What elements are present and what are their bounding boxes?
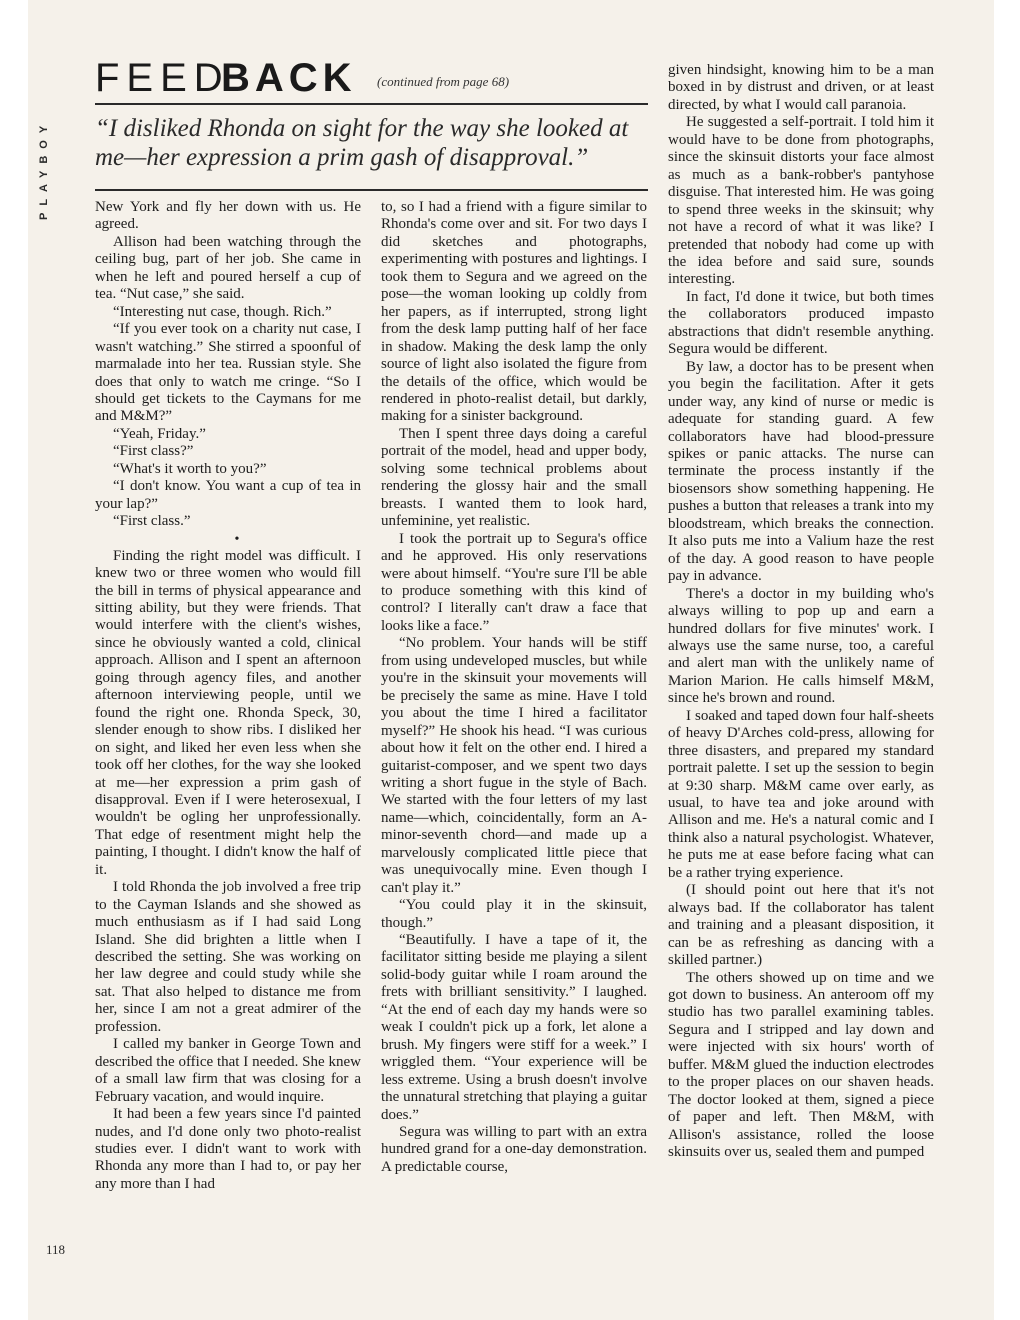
- paragraph: Segura was willing to part with an extra hundred grand for a one-day demonstration. A predictable course,: [381, 1124, 647, 1175]
- section-title-back: BACK: [221, 56, 357, 100]
- paragraph: I took the portrait up to Segura's office and he approved. His only reservations were about himself. “You're sure I'll be able to produce something with this kind of control? I literally can't draw a face that looks like a face.”: [381, 530, 647, 634]
- paragraph: In fact, I'd done it twice, but both times the collaborators produced impasto abstractions that didn't resemble anything. Segura would be different.: [668, 288, 934, 358]
- paragraph: Allison had been watching through the ceiling bug, part of her job. She came in when he left and poured herself a cup of tea. “Nut case,” she said.: [95, 233, 361, 303]
- paragraph: “First class.”: [113, 513, 191, 530]
- paragraph: By law, a doctor has to be present when you begin the facilitation. After it gets under way, any kind of nurse or medic is adequate for standing guard. A few collaborators have had blood-pressure spikes or panic attacks. The nurse can terminate the process instantly if the biosensors show something happening. He pushes a button that releases a trank into my bloodstream, which breaks the connection. It also puts me into a Valium haze the rest of the day. A good reason to have people pay in advance.: [668, 358, 934, 585]
- text-column-3: [668, 62, 934, 1162]
- paragraph: New York and fly her down with us. He agreed.: [95, 199, 361, 233]
- paragraph: “Interesting nut case, though. Rich.”: [113, 303, 332, 320]
- header-rule: [95, 103, 648, 105]
- section-title-feed: FEED: [95, 56, 230, 100]
- paragraph: “If you ever took on a charity nut case, I wasn't watching.” She stirred a spoonful of marmalade into her tea. Russian style. She does that only to watch me cringe. “So I should get tickets to the Caymans for me and M&M?”: [95, 321, 361, 425]
- paragraph: Then I spent three days doing a careful portrait of the model, head and upper body, solving some technical problems about rendering the glossy hair and the small breasts. I wanted them to look hard, unfeminine, yet realistic.: [381, 425, 647, 530]
- paragraph: “Yeah, Friday.”: [113, 425, 206, 442]
- paragraph: given hindsight, knowing him to be a man boxed in by distrust and driven, or at least directed, by what I would call paranoia.: [668, 62, 934, 113]
- magazine-name: PLAYBOY: [38, 118, 50, 220]
- paragraph: I called my banker in George Town and described the office that I needed. She knew of a small law firm that was closing for a February vacation, and would inquire.: [95, 1036, 361, 1105]
- section-header: [95, 56, 648, 106]
- pull-quote: “I disliked Rhonda on sight for the way she looked at me—her expression a prim gash of disapproval.”: [95, 115, 629, 171]
- paragraph: The others showed up on time and we got down to business. An anteroom off my studio has two parallel examining tables. Segura and I stripped and lay down and were injected with six hours' worth of buffer. M&M glued the induction electrodes to the proper places on our shaven heads. The doctor looked at them, signed a piece of paper and left. Then M&M, with Allison's assistance, rolled the loose skinsuits over us, sealed them and pumped: [668, 969, 934, 1161]
- pull-quote-rule: [95, 189, 648, 191]
- section-break-bullet: •: [234, 531, 240, 547]
- paragraph: “No problem. Your hands will be stiff from using undeveloped muscles, but while you're in the skinsuit your movements will be precisely the same as mine. Have I told you about the time I hired a facilitator myself?” He shook his head. “I was curious about how it felt on the other end. I hired a guitarist-composer, and we spent two days writing a short fugue in the style of Bach. We started with the four letters of my last name—which, coincidentally, form an A-minor-seventh chord—and made up a marvelously complicated little piece that was unequivocally mine. Even though I can't play it.”: [381, 635, 647, 896]
- paragraph: (I should point out here that it's not always bad. If the collaborator has talent and training and a pleasant disposition, it can be as refreshing as dancing with a skilled partner.): [668, 882, 934, 969]
- paragraph: “You could play it in the skinsuit, though.”: [381, 897, 647, 931]
- paragraph: It had been a few years since I'd painted nudes, and I'd done only two photo-realist studies ever. I didn't want to work with Rhonda any more than I had to, or pay her any more than I had: [95, 1106, 361, 1192]
- paragraph: I soaked and taped down four half-sheets of heavy D'Arches cold-press, allowing for three disasters, and prepared my standard portrait palette. I set up the session to begin at 9:30 sharp. M&M came over early, as usual, to have tea and joke around with Allison and me. He's a natural comic and I think also a natural psychologist. Whatever, he puts me at ease before facing what can be a rather trying experience.: [668, 707, 934, 881]
- continued-note: (continued from page 68): [377, 74, 510, 89]
- paragraph: “Beautifully. I have a tape of it, the facilitator sitting beside me playing a silent solid-body guitar while I roam around the frets with brilliant sensitivity.” I laughed. “At the end of each day my hands were so weak I couldn't pick up a fork, let alone a brush. My fingers were stiff for a week.” I wriggled them. “Your experience will be less extreme. Using a brush doesn't involve the unnatural stretching that playing a guitar does.”: [381, 932, 647, 1123]
- page-number: 118: [46, 1242, 66, 1257]
- paragraph: There's a doctor in my building who's always willing to pop up and earn a hundred dollars for five minutes' work. I always use the same nurse, too, a careful and alert man with the unlikely name of Marion Marion. He calls himself M&M, since he's brown and round.: [668, 585, 934, 707]
- text-column-2: [381, 199, 647, 1176]
- paragraph: to, so I had a friend with a figure similar to Rhonda's come over and sit. For two days I did sketches and photographs, experimenting with postures and lightings. I took them to Segura and we agreed on the pose—the woman looking up coldly from her papers, as if interrupted, strong light from the desk lamp putting half of her face in shadow. Making the desk lamp the only source of light also isolated the figure from the details of the office, which would be rendered in photo-realist detail, but darkly, making for a sinister background.: [381, 199, 647, 425]
- paragraph: “I don't know. You want a cup of tea in your lap?”: [95, 478, 361, 512]
- text-column-1: [95, 199, 361, 1193]
- paragraph: “What's it worth to you?”: [113, 460, 267, 477]
- paragraph: He suggested a self-portrait. I told him it would have to be done from photographs, since the skinsuit distorts your face almost as much as a bank-robber's pantyhose disguise. That interested him. He was going to spend three weeks in the skinsuit; why not have a record of what it was like? I pretended that nobody had come up with the idea before and said sure, sounds interesting.: [668, 114, 934, 288]
- paragraph: Finding the right model was difficult. I knew two or three women who would fill the bill in terms of physical appearance and sitting ability, but they were friends. That would interfere with the client's wishes, since he obviously wanted a cold, clinical approach. Allison and I spent an afternoon going through agency files, and another afternoon interviewing people, until we found the right one. Rhonda Speck, 30, slender enough to show ribs. I disliked her on sight, and liked her even less when she took off her clothes, for the way she looked at me—her expression a prim gash of disapproval. Even if I were heterosexual, I wouldn't be ogling her unprofessionally. That edge of resentment might help the painting, I thought. I didn't know the half of it.: [95, 547, 361, 878]
- paragraph: I told Rhonda the job involved a free trip to the Cayman Islands and she showed as much enthusiasm as if I had said Long Island. She did brighten a little when I described the setting. She was working on her law degree and could study while she sat. That also helped to distance me from her, since I am not a great admirer of the profession.: [95, 879, 361, 1035]
- paragraph: “First class?”: [113, 443, 194, 460]
